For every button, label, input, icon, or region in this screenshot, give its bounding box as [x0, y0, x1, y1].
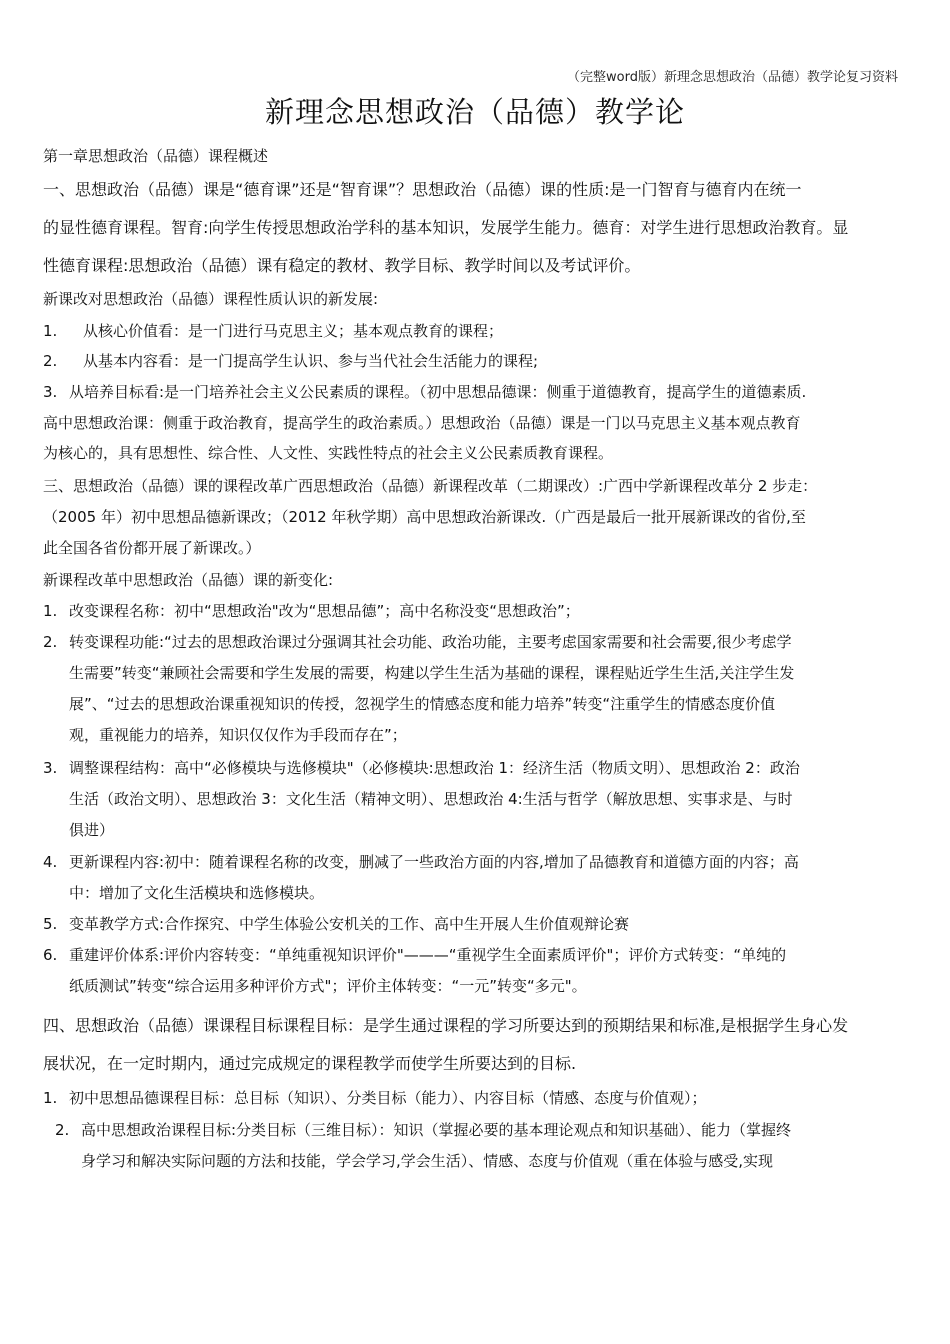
- list-number: 3.: [43, 759, 58, 777]
- paragraph-line: 高中思想政治课：侧重于政治教育，提高学生的政治素质。）思想政治（品德）课是一门以马克思主义基本观点教育: [43, 414, 801, 432]
- list-text: 重建评价体系:评价内容转变：“单纯重视知识评价"———“重视学生全面素质评价"；评价方式转变：“单纯的: [69, 946, 787, 964]
- list-text-cont: 生活（政治文明）、思想政治 3：文化生活（精神文明）、思想政治 4:生活与哲学（解放思想、实事求是、与时: [69, 790, 793, 808]
- list-text-cont: 身学习和解决实际问题的方法和技能，学会学习,学会生活）、情感、态度与价值观（重在体验与感受,实现: [81, 1152, 774, 1170]
- section3-line: 三、思想政治（品德）课的课程改革广西思想政治（品德）新课程改革（二期课改）:广西中学新课程改革分 2 步走：: [43, 477, 818, 495]
- list-item: [43, 852, 799, 872]
- section3-line: 此全国各省份都开展了新课改。）: [43, 539, 261, 557]
- list-number: 1.: [43, 602, 58, 620]
- list-item: [43, 601, 580, 621]
- section1-line: 性德育课程:思想政治（品德）课有稳定的教材、教学目标、教学时间以及考试评价。: [43, 256, 641, 275]
- list-item: [43, 758, 800, 778]
- list-text: 改变课程名称：初中“思想政治"改为“思想品德”；高中名称没变“思想政治”；: [69, 602, 580, 620]
- list-text: 从培养目标看:是一门培养社会主义公民素质的课程。（初中思想品德课：侧重于道德教育，提高学生的道德素质.: [69, 383, 807, 401]
- paragraph-line: 为核心的，具有思想性、综合性、人文性、实践性特点的社会主义公民素质教育课程。: [43, 444, 614, 462]
- list-item: [43, 351, 538, 371]
- list-item: [43, 945, 786, 965]
- list-text-cont: 俱进）: [69, 821, 115, 839]
- list-text: 高中思想政治课程目标:分类目标（三维目标）：知识（掌握必要的基本理论观点和知识基础）、能力（掌握终: [81, 1121, 792, 1139]
- section4-line: 展状况，在一定时期内，通过完成规定的课程教学而使学生所要达到的目标.: [43, 1054, 577, 1073]
- list-number: 5.: [43, 915, 58, 933]
- chapter-heading: 第一章思想政治（品德）课程概述: [43, 147, 269, 165]
- list-item: [55, 1120, 791, 1140]
- list-number: 3.: [43, 383, 58, 401]
- section1-line: 的显性德育课程。智育:向学生传授思想政治学科的基本知识，发展学生能力。德育：对学生进行思想政治教育。显: [43, 218, 849, 237]
- list-item: [43, 382, 806, 402]
- page-title: 新理念思想政治（品德）教学论: [264, 95, 685, 129]
- list-text: 初中思想品德课程目标：总目标（知识）、分类目标（能力）、内容目标（情感、态度与价值观）；: [69, 1089, 707, 1107]
- section4-line: 四、思想政治（品德）课课程目标课程目标：是学生通过课程的学习所要达到的预期结果和标准,是根据学生身心发: [43, 1016, 849, 1035]
- list-number: 4.: [43, 853, 58, 871]
- list-text-cont: 中：增加了文化生活模块和选修模块。: [69, 884, 325, 902]
- list-item: [43, 632, 792, 652]
- changes-heading: 新课程改革中思想政治（品德）课的新变化:: [43, 571, 334, 589]
- list-number: 2.: [43, 633, 58, 651]
- list-text-cont: 观，重视能力的培养，知识仅仅作为手段而存在”；: [69, 726, 407, 744]
- list-text-cont: 纸质测试”转变“综合运用多种评价方式"；评价主体转变：“一元”转变“多元"。: [69, 977, 587, 995]
- list-text: 转变课程功能:“过去的思想政治课过分强调其社会功能、政治功能，主要考虑国家需要和社会需要,很少考虑学: [69, 633, 792, 651]
- list-number: 2.: [55, 1121, 70, 1139]
- section3-line: （2005 年）初中思想品德新课改；（2012 年秋学期）高中思想政治新课改.（广西是最后一批开展新课改的省份,至: [43, 508, 806, 526]
- list-item: [43, 914, 629, 934]
- list-number: 2.: [43, 352, 58, 370]
- list-text: 调整课程结构：高中“必修模块与选修模块"（必修模块:思想政治 1：经济生活（物质文明）、思想政治 2：政治: [69, 759, 800, 777]
- list-text: 更新课程内容:初中：随着课程名称的改变，删减了一些政治方面的内容,增加了品德教育和道德方面的内容；高: [69, 853, 799, 871]
- list-text: 从核心价值看：是一门进行马克思主义；基本观点教育的课程；: [83, 322, 504, 340]
- list-number: 1.: [43, 1089, 58, 1107]
- list-text-cont: 生需要”转变“兼顾社会需要和学生发展的需要，构建以学生生活为基础的课程，课程贴近学生生活,关注学生发: [69, 664, 795, 682]
- list-number: 1.: [43, 322, 58, 340]
- list-item: [43, 1088, 707, 1108]
- new-dev-heading: 新课改对思想政治（品德）课程性质认识的新发展:: [43, 290, 379, 308]
- list-text: 变革教学方式:合作探究、中学生体验公安机关的工作、高中生开展人生价值观辩论赛: [69, 915, 630, 933]
- header-note: （完整word版）新理念思想政治（品德）教学论复习资料: [567, 70, 898, 85]
- section1-line: 一、思想政治（品德）课是“德育课”还是“智育课”？思想政治（品德）课的性质:是一门智育与德育内在统一: [43, 180, 802, 199]
- list-number: 6.: [43, 946, 58, 964]
- list-text-cont: 展”、“过去的思想政治课重视知识的传授，忽视学生的情感态度和能力培养”转变“注重学生的情感态度价值: [69, 695, 776, 713]
- list-item: [43, 321, 503, 341]
- list-text: 从基本内容看：是一门提高学生认识、参与当代社会生活能力的课程;: [83, 352, 539, 370]
